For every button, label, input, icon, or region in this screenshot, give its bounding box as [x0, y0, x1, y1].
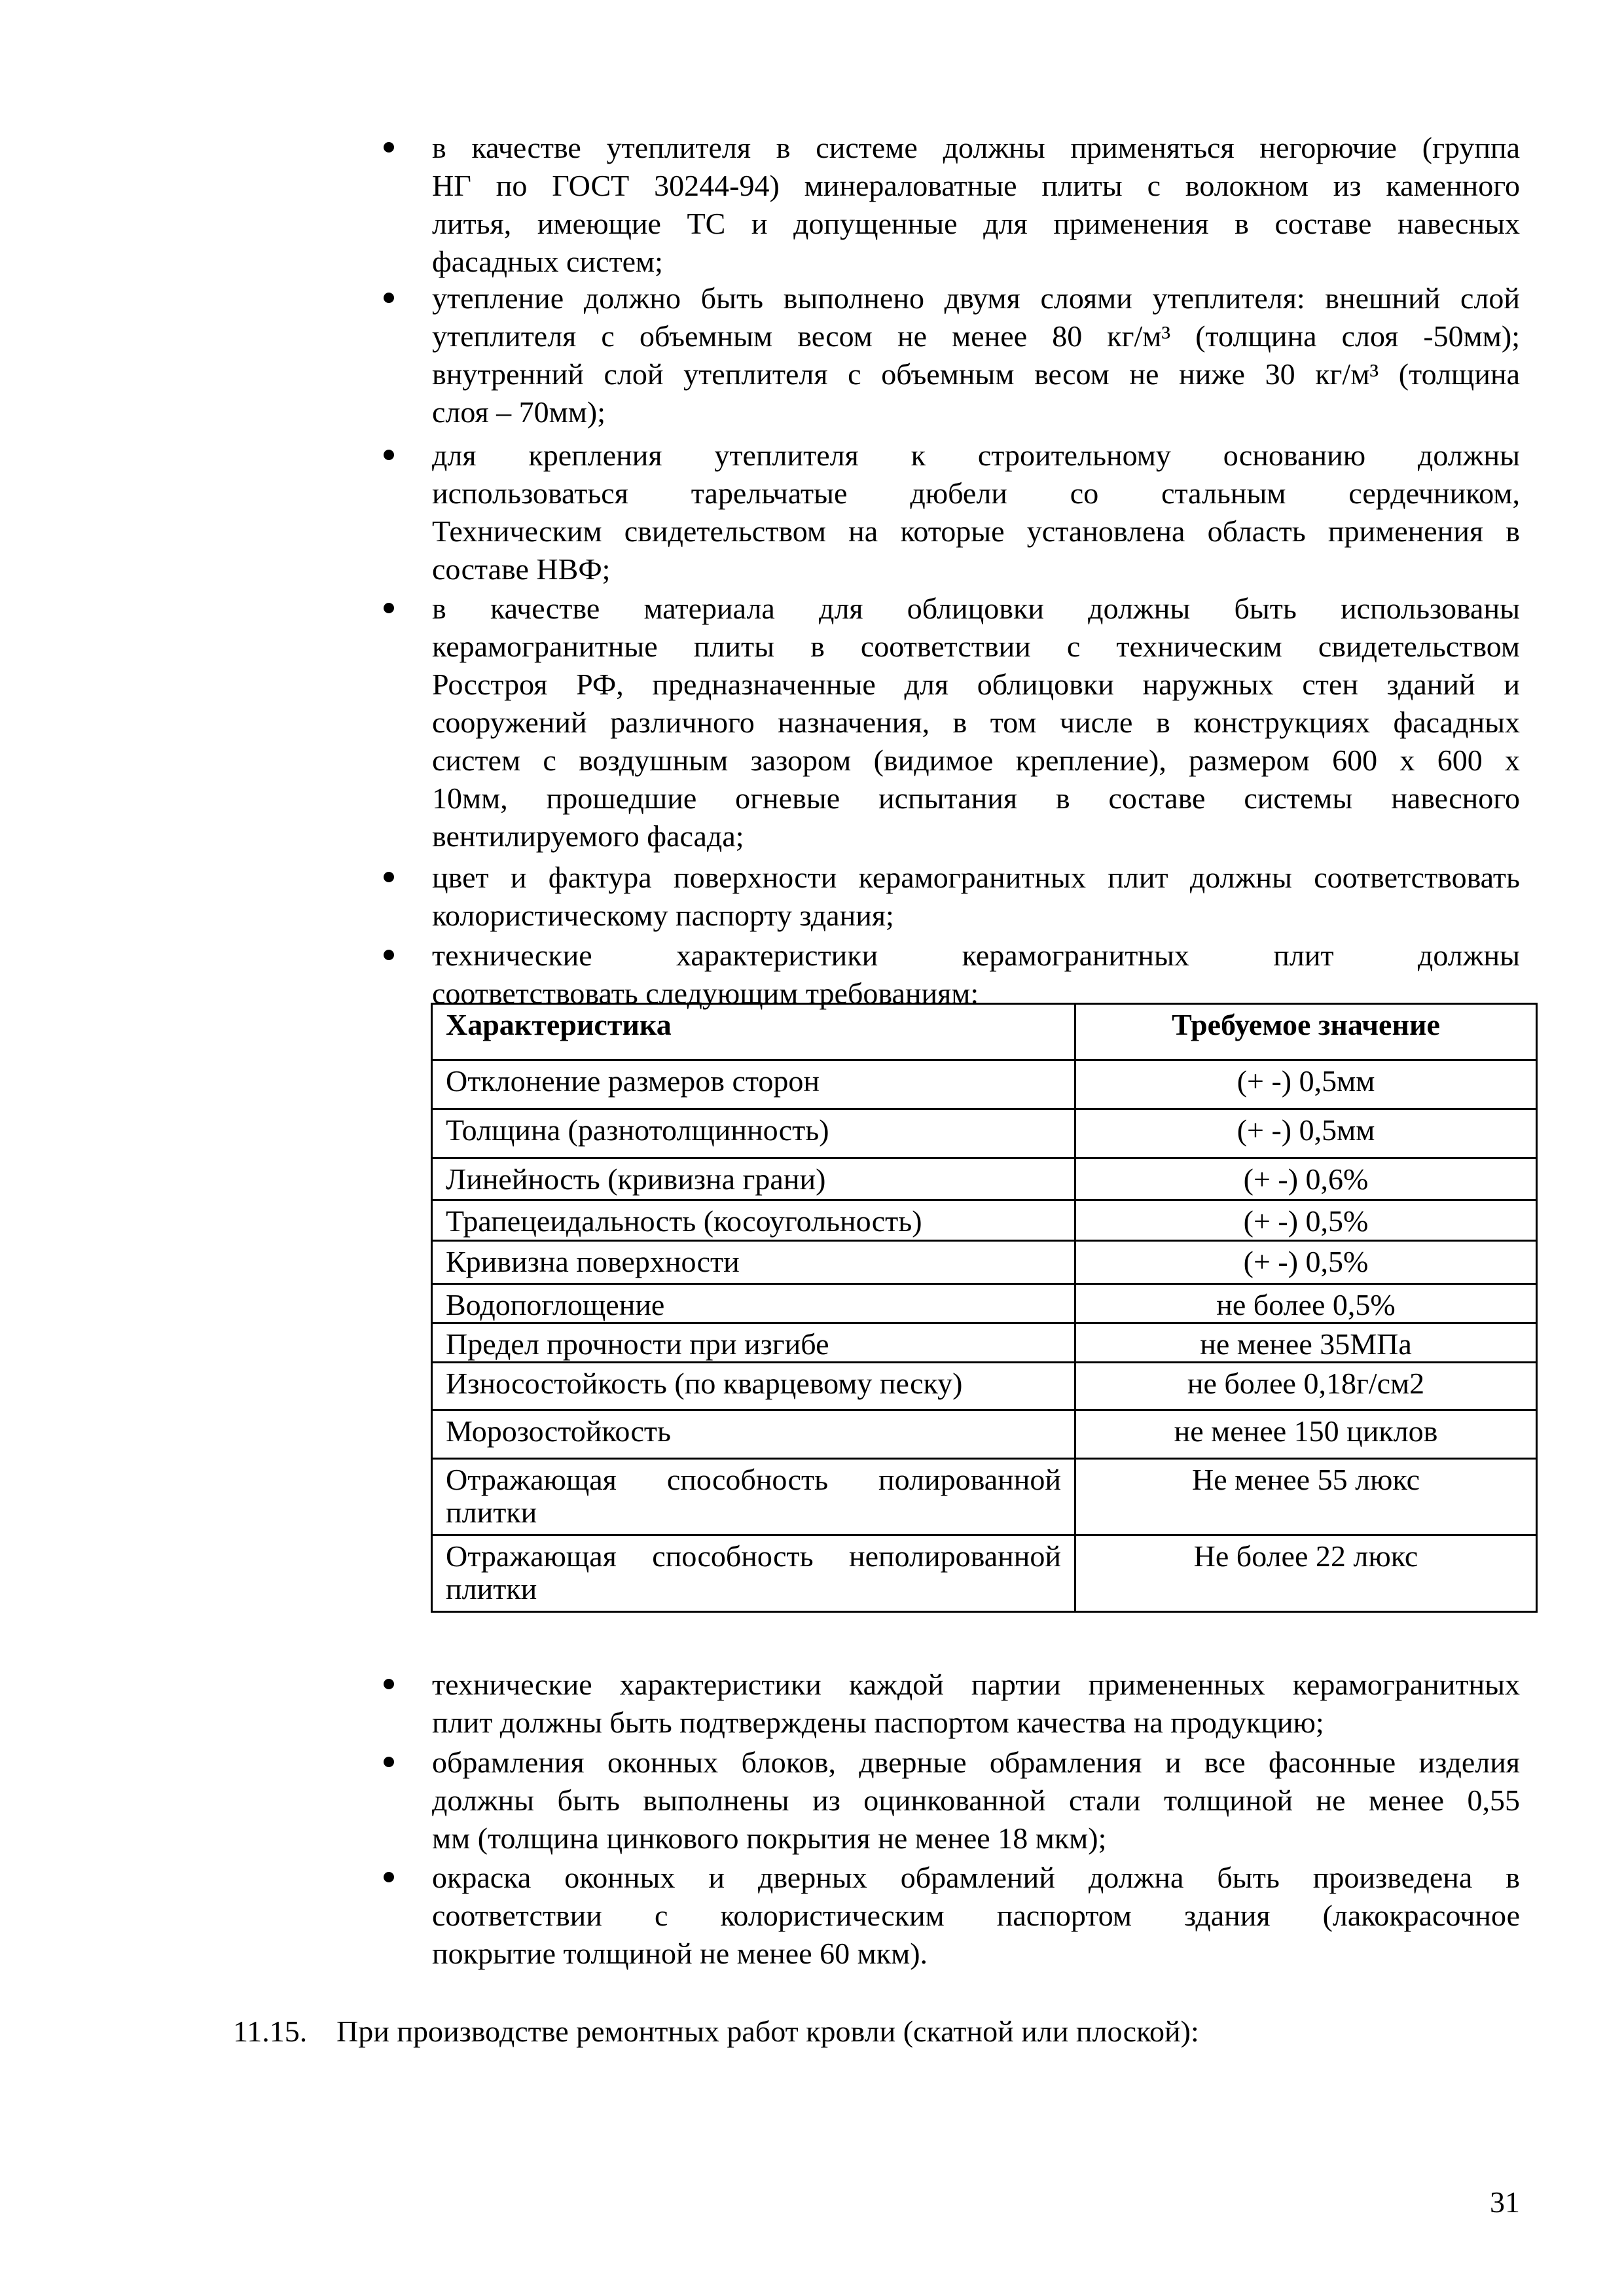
- bullet-icon: [384, 950, 394, 960]
- value-cell: (+ -) 0,5мм: [1075, 1109, 1537, 1158]
- text-line: слоя – 70мм);: [432, 395, 605, 429]
- text-line: утепление должно быть выполнено двумя слоями утеплителя: внешний слой: [432, 281, 1520, 315]
- characteristic-cell: [432, 1323, 1075, 1363]
- bullet-text: [432, 1666, 1520, 1742]
- table-row: [432, 1200, 1537, 1241]
- text-line: цвет и фактура поверхности керамогранитных плит должны соответствовать: [432, 861, 1520, 894]
- text-line: керамогранитные плиты в соответствии с техническим свидетельством: [432, 630, 1520, 663]
- value-cell: не менее 150 циклов: [1075, 1410, 1537, 1459]
- bullet-icon: [384, 872, 394, 882]
- section-text: При производстве ремонтных работ кровли (скатной или плоской):: [336, 2015, 1199, 2048]
- cell-line: Морозостойкость: [446, 1414, 671, 1448]
- table-row: [432, 1158, 1537, 1200]
- text-line: использоваться тарельчатые дюбели со стальным сердечником,: [432, 476, 1520, 510]
- table-row: [432, 1363, 1537, 1410]
- table-row: [432, 1060, 1537, 1109]
- text-line: составе НВФ;: [432, 552, 611, 586]
- value-cell: не менее 35МПа: [1075, 1323, 1537, 1363]
- value-cell: (+ -) 0,5%: [1075, 1241, 1537, 1284]
- value-cell: Не более 22 люкс: [1075, 1535, 1537, 1612]
- table-row: [432, 1535, 1537, 1612]
- cell-line: Водопоглощение: [446, 1288, 665, 1321]
- table-row: [432, 1284, 1537, 1323]
- bullet-icon: [384, 1872, 394, 1882]
- bullet-icon: [384, 1757, 394, 1767]
- cell-line: Предел прочности при изгибе: [446, 1327, 829, 1361]
- value-cell: (+ -) 0,6%: [1075, 1158, 1537, 1200]
- bullet-text: [432, 1744, 1520, 1857]
- bullet-text: [432, 437, 1520, 588]
- text-line: соответствовать следующим требованиям:: [432, 977, 979, 1010]
- text-line: колористическому паспорту здания;: [432, 899, 894, 932]
- characteristic-cell: [432, 1363, 1075, 1410]
- characteristic-cell: [432, 1200, 1075, 1241]
- characteristic-cell: [432, 1241, 1075, 1284]
- value-cell: не более 0,5%: [1075, 1284, 1537, 1323]
- text-line: Техническим свидетельством на которые установлена область применения в: [432, 514, 1520, 548]
- bullet-icon: [384, 603, 394, 613]
- value-cell: Не менее 55 люкс: [1075, 1459, 1537, 1535]
- cell-line: Кривизна поверхности: [446, 1245, 740, 1278]
- cell-line: плитки: [446, 1496, 537, 1529]
- text-line: обрамления оконных блоков, дверные обрамления и все фасонные изделия: [432, 1746, 1520, 1779]
- bullet-text: [432, 1859, 1520, 1973]
- text-line: фасадных систем;: [432, 245, 663, 278]
- characteristic-cell: [432, 1410, 1075, 1459]
- text-line: Росстроя РФ, предназначенные для облицовки наружных стен зданий и: [432, 668, 1520, 701]
- text-line: литья, имеющие ТС и допущенные для применения в составе навесных: [432, 207, 1520, 240]
- text-line: технические характеристики каждой партии примененных керамогранитных: [432, 1668, 1520, 1701]
- header-characteristic: Характеристика: [432, 1004, 1075, 1060]
- cell-line: Толщина (разнотолщинность): [446, 1113, 829, 1147]
- table-row: [432, 1323, 1537, 1363]
- bullet-text: [432, 937, 1520, 1013]
- requirements-table: [431, 1003, 1538, 1613]
- text-line: систем с воздушным зазором (видимое крепление), размером 600 х 600 х: [432, 744, 1520, 777]
- table-row: [432, 1109, 1537, 1158]
- bullet-text: [432, 590, 1520, 855]
- text-line: внутренний слой утеплителя с объемным весом не ниже 30 кг/м³ (толщина: [432, 357, 1520, 391]
- section-heading: [233, 2013, 1199, 2051]
- page-number: 31: [1490, 2185, 1520, 2219]
- table-row: [432, 1410, 1537, 1459]
- characteristic-cell: [432, 1284, 1075, 1323]
- bullet-icon: [384, 450, 394, 460]
- text-line: должны быть выполнены из оцинкованной стали толщиной не менее 0,55: [432, 1784, 1520, 1817]
- text-line: технические характеристики керамогранитных плит должны: [432, 939, 1520, 972]
- cell-line: Отклонение размеров сторон: [446, 1064, 820, 1098]
- value-cell: (+ -) 0,5%: [1075, 1200, 1537, 1241]
- cell-line: Отражающая способность неполированной: [446, 1539, 1061, 1573]
- text-line: НГ по ГОСТ 30244-94) минераловатные плиты с волокном из каменного: [432, 169, 1520, 202]
- cell-line: плитки: [446, 1572, 537, 1605]
- bullet-text: [432, 129, 1520, 281]
- table-row: [432, 1459, 1537, 1535]
- characteristic-cell: [432, 1459, 1075, 1535]
- text-line: 10мм, прошедшие огневые испытания в составе системы навесного: [432, 781, 1520, 815]
- value-cell: не более 0,18г/см2: [1075, 1363, 1537, 1410]
- text-line: покрытие толщиной не менее 60 мкм).: [432, 1937, 928, 1970]
- characteristic-cell: [432, 1109, 1075, 1158]
- text-line: для крепления утеплителя к строительному основанию должны: [432, 439, 1520, 472]
- bullet-icon: [384, 1679, 394, 1689]
- text-line: окраска оконных и дверных обрамлений должна быть произведена в: [432, 1861, 1520, 1894]
- text-line: утеплителя с объемным весом не менее 80 кг/м³ (толщина слоя -50мм);: [432, 319, 1520, 353]
- cell-line: Трапецеидальность (косоугольность): [446, 1204, 922, 1238]
- characteristic-cell: [432, 1535, 1075, 1612]
- section-number: 11.15.: [233, 2015, 308, 2048]
- text-line: мм (толщина цинкового покрытия не менее 18 мкм);: [432, 1821, 1107, 1855]
- cell-line: Отражающая способность полированной: [446, 1463, 1061, 1496]
- bullet-icon: [384, 293, 394, 303]
- text-line: в качестве материала для облицовки должны быть использованы: [432, 592, 1520, 625]
- table-row: [432, 1241, 1537, 1284]
- cell-line: Износостойкость (по кварцевому песку): [446, 1367, 963, 1400]
- text-line: вентилируемого фасада;: [432, 819, 744, 853]
- characteristic-cell: [432, 1158, 1075, 1200]
- text-line: плит должны быть подтверждены паспортом качества на продукцию;: [432, 1706, 1324, 1739]
- value-cell: (+ -) 0,5мм: [1075, 1060, 1537, 1109]
- characteristic-cell: [432, 1060, 1075, 1109]
- text-line: в качестве утеплителя в системе должны применяться негорючие (группа: [432, 131, 1520, 164]
- bullet-text: [432, 859, 1520, 935]
- bullet-icon: [384, 142, 394, 152]
- header-required-value: Требуемое значение: [1075, 1004, 1537, 1060]
- cell-line: Линейность (кривизна грани): [446, 1162, 826, 1196]
- text-line: сооружений различного назначения, в том числе в конструкциях фасадных: [432, 706, 1520, 739]
- bullet-text: [432, 279, 1520, 431]
- text-line: соответствии с колористическим паспортом здания (лакокрасочное: [432, 1899, 1520, 1932]
